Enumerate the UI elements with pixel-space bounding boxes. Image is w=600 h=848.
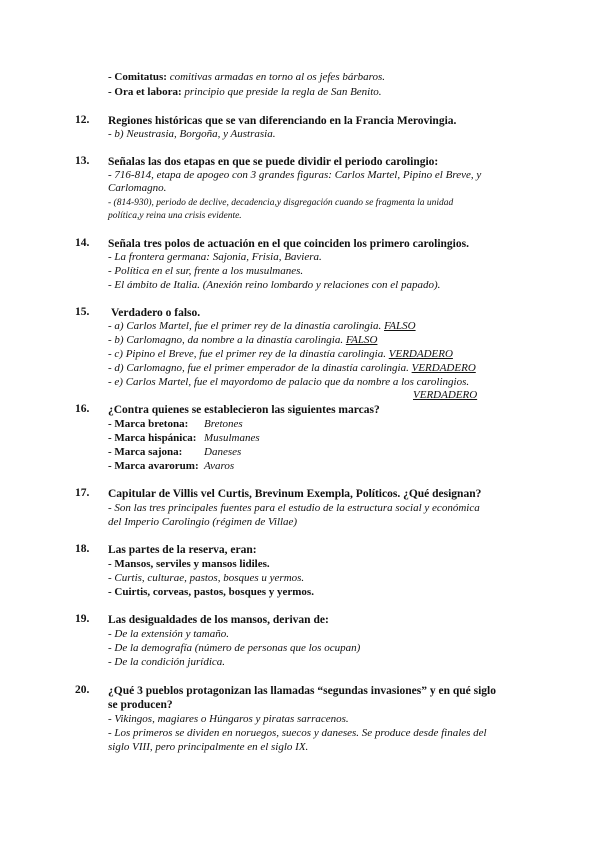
question-title: ¿Contra quienes se establecieron las siguientes marcas? — [108, 404, 380, 416]
answer-mark: VERDADERO — [413, 389, 478, 401]
answer-line: - (814-930), periodo de declive, decadencia,y disgregación cuando se fragmenta la unidad — [108, 198, 454, 208]
marca-value: Daneses — [204, 446, 242, 458]
question-number: 18. — [75, 543, 90, 555]
question-title: Señalas las dos etapas en que se puede dividir el periodo carolingio: — [108, 156, 439, 168]
answer-line: - 716-814, etapa de apogeo con 3 grandes figuras: Carlos Martel, Pipino el Breve, y — [108, 169, 482, 181]
answer-line: - Vikingos, magiares o Húngaros y piratas sarracenos. — [108, 713, 349, 725]
answer-line: del Imperio Carolingio (régimen de Villae) — [108, 516, 298, 528]
marca-label: - Marca sajona: — [108, 446, 183, 458]
answer-line: - Curtis, culturae, pastos, bosques u yermos. — [108, 572, 305, 584]
term-definition: principio que preside la regla de San Benito. — [184, 86, 382, 98]
statement-text: - d) Carlomagno, fue el primer emperador de la dinastía carolingia. — [108, 362, 412, 374]
true-false-item — [108, 334, 528, 348]
answer-mark: FALSO — [345, 334, 378, 346]
answer-line: - b) Neustrasia, Borgoña, y Austrasia. — [108, 128, 276, 140]
question-title: se producen? — [108, 699, 173, 711]
answer-line: siglo VIII, pero principalmente en el siglo IX. — [108, 741, 309, 753]
statement-text: - e) Carlos Martel, fue el mayordomo de palacio que da nombre a los carolingios. — [108, 376, 470, 388]
marca-row — [108, 432, 528, 446]
answer-line: - Política en el sur, frente a los musulmanes. — [108, 265, 304, 277]
statement-text: - b) Carlomagno, da nombre a la dinastía carolingia. — [108, 334, 346, 346]
intro-line-comitatus — [108, 71, 528, 85]
marca-label: - Marca avarorum: — [108, 460, 199, 472]
marca-row — [108, 446, 528, 460]
true-false-item — [108, 348, 528, 362]
term-definition: comitivas armadas en torno al os jefes bárbaros. — [169, 71, 386, 83]
question-title: Las desigualdades de los mansos, derivan de: — [108, 614, 329, 626]
marca-value: Musulmanes — [204, 432, 260, 444]
answer-line: - Son las tres principales fuentes para el estudio de la estructura social y económica — [108, 502, 480, 514]
marca-value: Avaros — [204, 460, 235, 472]
answer-line: - De la condición jurídica. — [108, 656, 226, 668]
answer-line: - La frontera germana: Sajonia, Frisia, Baviera. — [108, 251, 322, 263]
question-number: 15. — [75, 306, 90, 318]
statement-text: - a) Carlos Martel, fue el primer rey de la dinastía carolingia. — [108, 320, 384, 332]
true-false-item — [108, 362, 528, 376]
answer-line: - El ámbito de Italia. (Anexión reino lombardo y relaciones con el papado). — [108, 279, 441, 291]
true-false-item — [108, 320, 528, 334]
marca-row — [108, 418, 528, 432]
question-number: 13. — [75, 155, 90, 167]
marca-value: Bretones — [204, 418, 243, 430]
question-title: Señala tres polos de actuación en el que coinciden los primero carolingios. — [108, 238, 469, 250]
answer-line: política,y reina una crisis evidente. — [108, 211, 242, 221]
question-number: 12. — [75, 114, 90, 126]
question-title: Las partes de la reserva, eran: — [108, 544, 257, 556]
question-number: 20. — [75, 684, 90, 696]
term-label: - Ora et labora: — [108, 86, 182, 98]
true-false-item — [108, 376, 528, 390]
question-title: Verdadero o falso. — [111, 307, 201, 319]
question-number: 16. — [75, 403, 90, 415]
statement-text: - c) Pipino el Breve, fue el primer rey de la dinastía carolingia. — [108, 348, 389, 360]
answer-mark: VERDADERO — [411, 362, 476, 374]
question-number: 19. — [75, 613, 90, 625]
answer-mark: FALSO — [384, 320, 416, 332]
marca-label: - Marca bretona: — [108, 418, 189, 430]
marca-row — [108, 460, 528, 474]
marca-label: - Marca hispánica: — [108, 432, 197, 444]
question-title: ¿Qué 3 pueblos protagonizan las llamadas “segundas invasiones” y en qué siglo — [108, 685, 496, 697]
question-number: 14. — [75, 237, 90, 249]
answer-line: - De la extensión y tamaño. — [108, 628, 229, 640]
intro-line-ora-et-labora — [108, 86, 528, 100]
answer-line: Carlomagno. — [108, 182, 167, 194]
question-title: Regiones históricas que se van diferenciando en la Francia Merovingia. — [108, 115, 457, 127]
answer-line: - De la demografía (número de personas que los ocupan) — [108, 642, 361, 654]
question-number: 17. — [75, 487, 90, 499]
answer-line: - Mansos, serviles y mansos lidiles. — [108, 558, 270, 570]
answer-mark: VERDADERO — [388, 348, 453, 360]
question-title: Capitular de Villis vel Curtis, Brevinum Exempla, Políticos. ¿Qué designan? — [108, 488, 482, 500]
term-label: - Comitatus: — [108, 71, 167, 83]
answer-line: - Los primeros se dividen en noruegos, suecos y daneses. Se produce desde finales del — [108, 727, 487, 739]
answer-line: - Cuirtis, corveas, pastos, bosques y yermos. — [108, 586, 314, 598]
